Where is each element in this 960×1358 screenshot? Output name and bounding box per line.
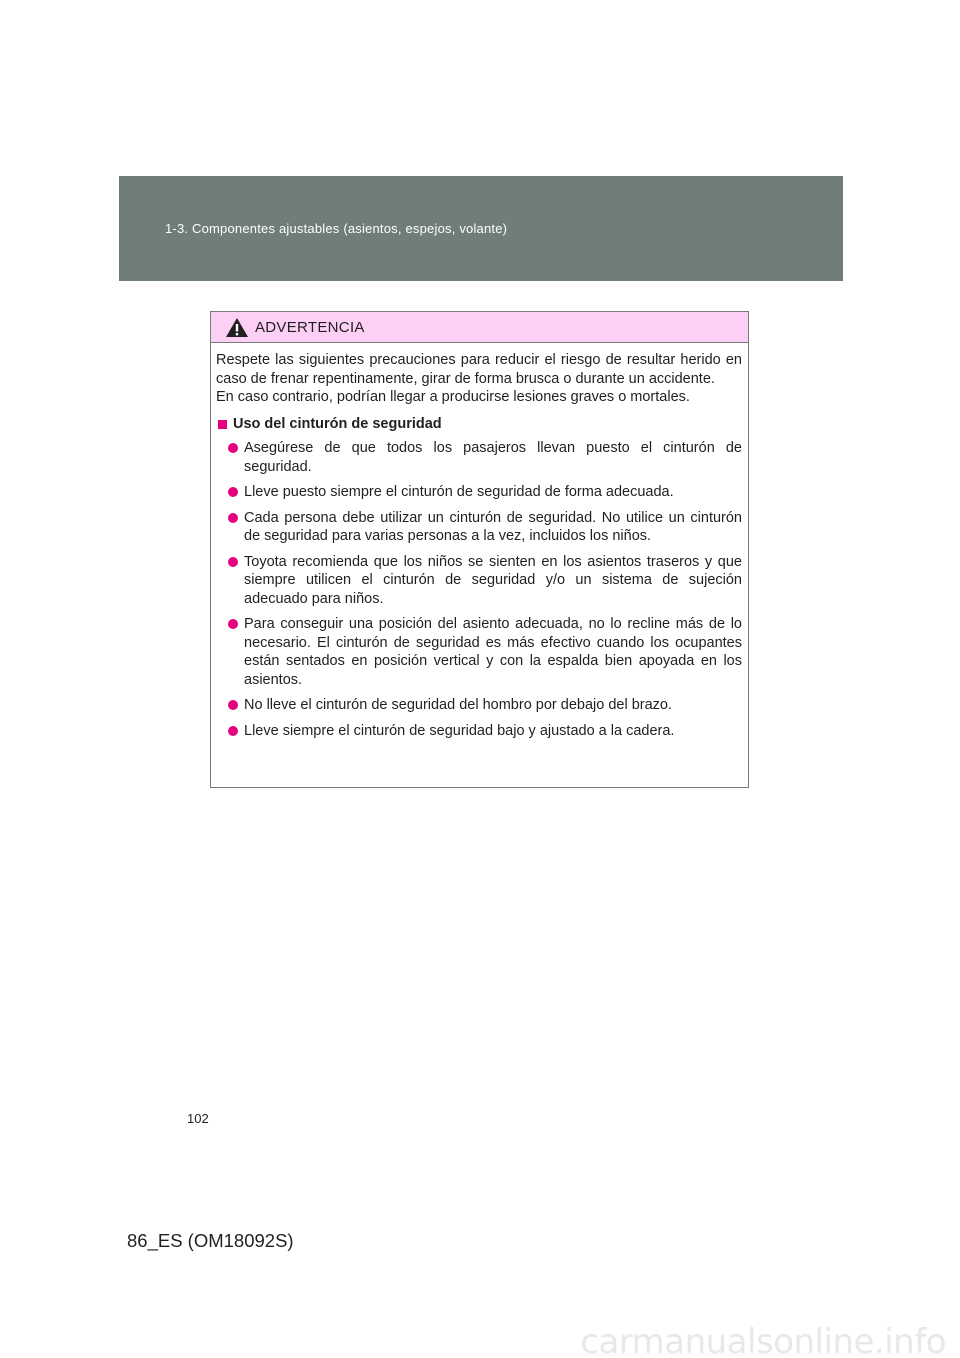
warning-box (210, 311, 749, 788)
dot-bullet-icon (228, 700, 238, 710)
list-item (216, 509, 742, 546)
section-title: 1-3. Componentes ajustables (asientos, espejos, volante) (165, 221, 508, 236)
dot-bullet-icon (228, 513, 238, 523)
dot-bullet-icon (228, 443, 238, 453)
list-item (216, 483, 742, 502)
list-item-text: No lleve el cinturón de seguridad del hombro por debajo del brazo. (244, 697, 673, 713)
warning-intro: Respete las siguientes precauciones para reducir el riesgo de resultar herido en caso de frenar repentinamente, girar de forma brusca o durante un accidente. (216, 352, 742, 387)
watermark: carmanualsonline.info (580, 1322, 946, 1358)
dot-bullet-icon (228, 619, 238, 629)
dot-bullet-icon (228, 557, 238, 567)
list-item-text: Lleve puesto siempre el cinturón de seguridad de forma adecuada. (244, 484, 674, 500)
section-heading-text: Uso del cinturón de seguridad (233, 415, 442, 432)
warning-title: ADVERTENCIA (255, 319, 365, 336)
list-item (216, 553, 742, 609)
list-item-text: Asegúrese de que todos los pasajeros llevan puesto el cinturón de seguridad. (244, 440, 742, 475)
dot-bullet-icon (228, 726, 238, 736)
warning-header (211, 312, 748, 343)
document-code: 86_ES (OM18092S) (127, 1230, 294, 1251)
list-item-text: Cada persona debe utilizar un cinturón de seguridad. No utilice un cinturón de seguridad para varias personas a la vez, incluidos los niños. (244, 509, 742, 544)
bullet-list (216, 439, 742, 740)
list-item (216, 615, 742, 689)
warning-triangle-icon (225, 317, 249, 338)
list-item-text: Lleve siempre el cinturón de seguridad bajo y ajustado a la cadera. (244, 722, 675, 739)
section-heading (216, 415, 742, 434)
square-bullet-icon (218, 420, 227, 429)
warning-body (211, 343, 748, 740)
header-band (119, 176, 843, 281)
list-item (216, 722, 742, 741)
dot-bullet-icon (228, 487, 238, 497)
page-number: 102 (187, 1111, 209, 1126)
warning-consequence: En caso contrario, podrían llegar a producirse lesiones graves o mortales. (216, 389, 690, 405)
list-item (216, 439, 742, 476)
list-item-text: Toyota recomienda que los niños se sienten en los asientos traseros y que siempre utilicen el cinturón de seguridad y/o un sistema de sujeción adecuado para niños. (244, 553, 742, 607)
list-item-text: Para conseguir una posición del asiento adecuada, no lo recline más de lo necesario. El cinturón de seguridad es más efectivo cuando los ocupantes están sentados en posición vertical y con la espalda bien apoyada en los asientos. (244, 616, 742, 688)
list-item (216, 696, 742, 715)
